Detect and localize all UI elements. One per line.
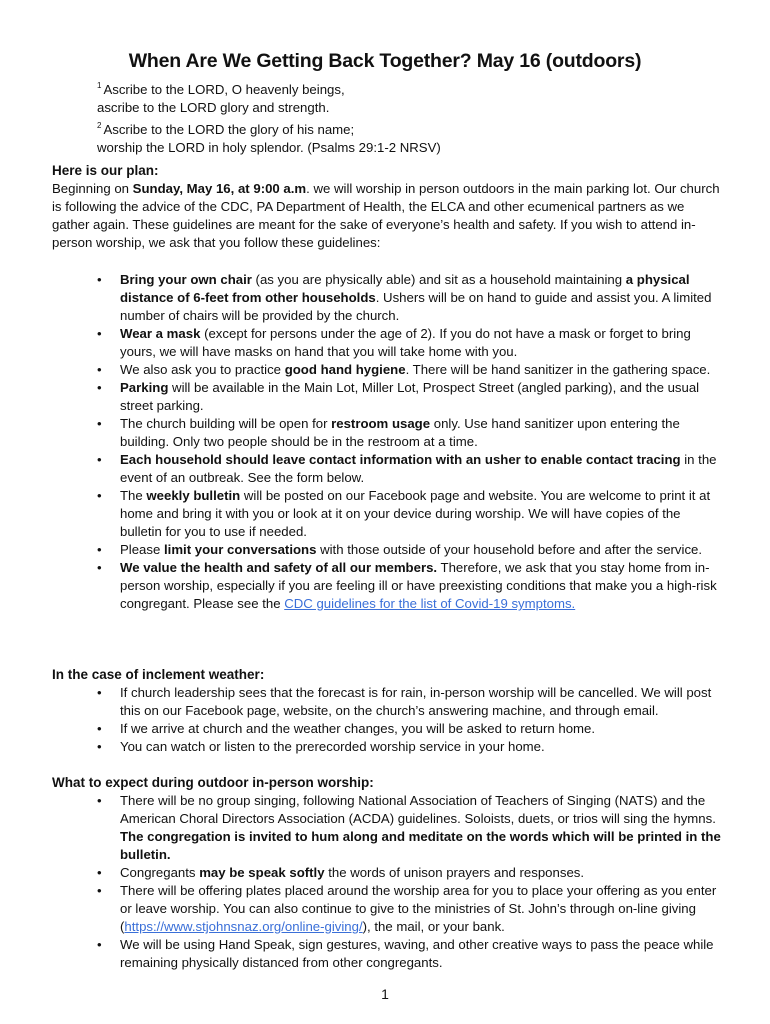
bold-text: We value the health and safety of all our members. <box>120 560 438 575</box>
bold-text: Each household should leave contact information with an usher to enable contact tracing <box>120 452 681 467</box>
verse-number: 2 <box>97 121 102 130</box>
bold-text: limit your conversations <box>164 542 317 557</box>
bold-text: restroom usage <box>331 416 431 431</box>
intro-text: . we will worship in person outdoors in the main parking lot. Our church is following the advice of the CDC, PA Department of Health, the ELCA and other ecumenical partners as we gather again. These guidelines are meant for the sake of everyone’s health and safety. If you wish to attend in-person worship, we ask that you follow these guidelines: <box>52 181 720 250</box>
list-item <box>52 792 724 864</box>
psalm-line: ascribe to the LORD glory and strength. <box>97 100 330 115</box>
item-text: in the event of an outbreak. See the form below. <box>120 452 717 485</box>
item-text: There will be offering plates placed around the worship area for you to place your offering as you enter or leave worship. You can also continue to give to the ministries of St. John’s through on-line giving ( <box>120 883 717 934</box>
bold-text: Bring your own chair <box>120 272 252 287</box>
item-text: We also ask you to practice <box>120 362 285 377</box>
weather-list <box>52 684 724 756</box>
bold-text: weekly bulletin <box>146 488 241 503</box>
verse-number: 1 <box>97 81 102 90</box>
intro-text: Beginning on <box>52 181 133 196</box>
list-item <box>52 559 724 613</box>
expect-section <box>52 774 724 792</box>
item-text: . There will be hand sanitizer in the gathering space. <box>405 362 711 377</box>
intro-date: Sunday, May 16, at 9:00 a.m <box>132 181 307 196</box>
bold-text: a physical distance of 6-feet from other households <box>120 272 690 305</box>
list-item: • If we arrive at church and the weather changes, you will be asked to return home. <box>52 720 724 738</box>
bold-text: The congregation is invited to hum along and meditate on the words which will be printed in the bulletin. <box>120 829 721 862</box>
item-text: will be posted on our Facebook page and website. You are welcome to print it at home and bring it with you or look at it on your device during worship. We will have copies of the bulletin for you to use if needed. <box>120 488 711 539</box>
plan-section <box>52 162 724 252</box>
list-item <box>52 451 724 487</box>
plan-heading: Here is our plan: <box>52 163 159 178</box>
expect-list <box>52 792 724 972</box>
list-item <box>52 864 724 882</box>
psalm-line: worship the LORD in holy splendor. (Psalms 29:1-2 NRSV) <box>97 140 441 155</box>
item-text: only. Use hand sanitizer upon entering the building. Only two people should be in the restroom at a time. <box>120 416 680 449</box>
list-item <box>52 882 724 936</box>
item-text: Please <box>120 542 164 557</box>
psalm-line <box>97 77 597 99</box>
item-text: Congregants <box>120 865 200 880</box>
bold-text: may be speak softly <box>199 865 325 880</box>
psalm-text: Ascribe to the LORD, O heavenly beings, <box>103 82 345 97</box>
item-text: will be available in the Main Lot, Miller Lot, Prospect Street (angled parking), and the usual street parking. <box>120 380 700 413</box>
list-item <box>52 271 724 325</box>
psalm-line <box>97 117 597 139</box>
list-item: • We will be using Hand Speak, sign gestures, waving, and other creative ways to pass the peace while remaining physically distanced from other congregants. <box>52 936 724 972</box>
list-item <box>52 325 724 361</box>
online-giving-link[interactable]: https://www.stjohnsnaz.org/online-giving/ <box>124 919 363 934</box>
item-text: ), the mail, or your bank. <box>362 919 505 934</box>
item-text: The church building will be open for <box>120 416 332 431</box>
list-item <box>52 379 724 415</box>
list-item: • If church leadership sees that the forecast is for rain, in-person worship will be cancelled. We will post this on our Facebook page, website, on the church’s answering machine, and through email. <box>52 684 724 720</box>
bold-text: good hand hygiene <box>284 362 406 377</box>
weather-section <box>52 666 724 684</box>
expect-heading: What to expect during outdoor in-person worship: <box>52 775 374 790</box>
list-item: • You can watch or listen to the prerecorded worship service in your home. <box>52 738 724 756</box>
item-text: (as you are physically able) and sit as a household maintaining <box>251 272 626 287</box>
psalm-quote <box>97 77 597 157</box>
item-text: Therefore, we ask that you stay home from in-person worship, especially if you are feeling ill or have preexisting conditions that make you a high-risk congregant. Please see the <box>120 560 717 611</box>
cdc-guidelines-link[interactable]: CDC guidelines for the list of Covid-19 symptoms. <box>284 596 576 611</box>
weather-heading: In the case of inclement weather: <box>52 667 265 682</box>
item-text: There will be no group singing, following National Association of Teachers of Singing (NATS) and the American Choral Directors Association (ACDA) guidelines. Soloists, duets, or trios will sing the hymns. <box>120 793 716 826</box>
item-text: (except for persons under the age of 2). If you do not have a mask or forget to bring yours, we will have masks on hand that you will take home with you. <box>120 326 691 359</box>
item-text: The <box>120 488 147 503</box>
item-text: . Ushers will be on hand to guide and assist you. A limited number of chairs will be provided by the church. <box>120 290 712 323</box>
page-number: 1 <box>381 986 389 1002</box>
bold-text: Parking <box>120 380 169 395</box>
guidelines-list <box>52 271 724 613</box>
list-item <box>52 541 724 559</box>
list-item <box>52 415 724 451</box>
list-item <box>52 487 724 541</box>
bold-text: Wear a mask <box>120 326 201 341</box>
psalm-text: Ascribe to the LORD the glory of his name; <box>103 122 355 137</box>
page-title: When Are We Getting Back Together? May 16 (outdoors) <box>128 50 642 72</box>
list-item <box>52 361 724 379</box>
plan-intro <box>52 180 724 252</box>
item-text: the words of unison prayers and responses. <box>324 865 585 880</box>
item-text: with those outside of your household before and after the service. <box>316 542 703 557</box>
